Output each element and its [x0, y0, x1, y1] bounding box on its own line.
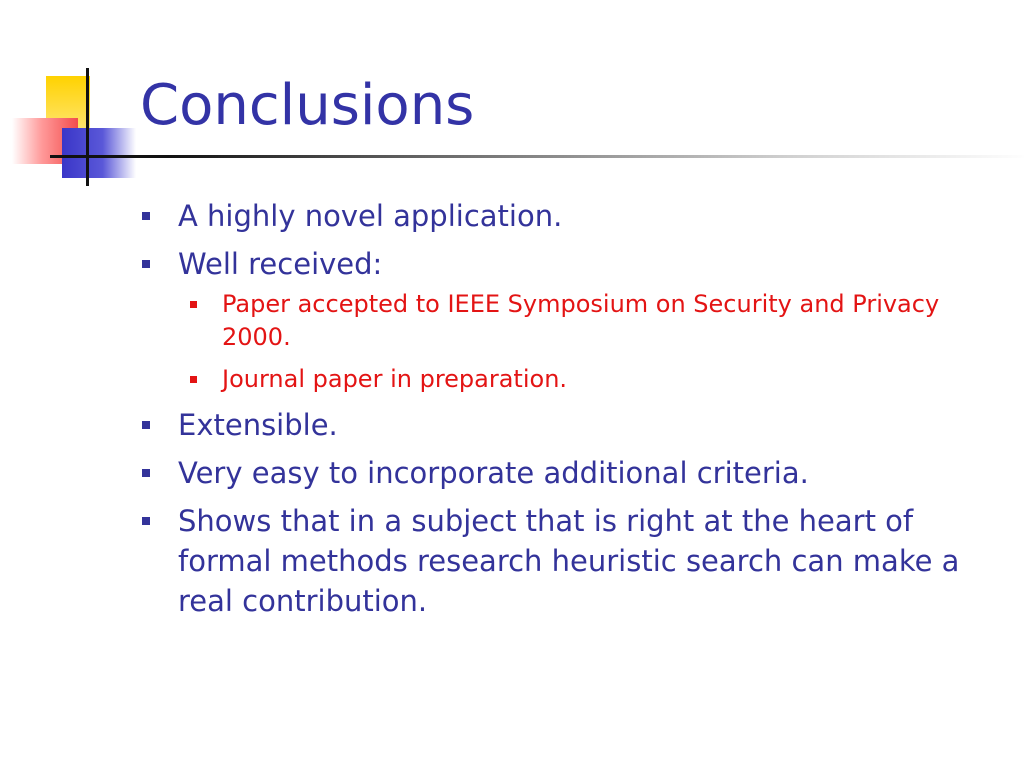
vertical-rule: [86, 68, 89, 186]
bullet-text: A highly novel application.: [178, 199, 563, 233]
sub-bullet-item: [138, 288, 1012, 354]
sub-bullet-text: Paper accepted to IEEE Symposium on Security and Privacy 2000.: [222, 290, 940, 351]
square-bullet-icon: [190, 301, 197, 308]
bullet-text: Well received:: [178, 247, 383, 281]
decorative-logo: [0, 0, 150, 200]
bullet-item: [138, 501, 1008, 621]
square-bullet-icon: [142, 517, 150, 525]
bullet-list: [138, 196, 1008, 629]
bullet-text: Extensible.: [178, 408, 338, 442]
square-bullet-icon: [142, 212, 150, 220]
square-bullet-icon: [142, 421, 150, 429]
sub-bullet-list: [138, 288, 1008, 396]
sub-bullet-item: [138, 363, 1012, 396]
bullet-item: [138, 453, 1008, 493]
square-bullet-icon: [142, 260, 150, 268]
square-bullet-icon: [190, 376, 197, 383]
square-bullet-icon: [142, 469, 150, 477]
title-underline: [50, 155, 1024, 158]
bullet-item: [138, 244, 1008, 284]
blue-square: [62, 128, 136, 178]
bullet-text: Shows that in a subject that is right at the heart of formal methods research heuristic search can make a real contribution.: [178, 504, 960, 618]
bullet-item: [138, 196, 1008, 236]
bullet-text: Very easy to incorporate additional criteria.: [178, 456, 809, 490]
sub-bullet-text: Journal paper in preparation.: [222, 365, 568, 393]
bullet-item: [138, 405, 1008, 445]
slide-title: Conclusions: [140, 73, 475, 138]
